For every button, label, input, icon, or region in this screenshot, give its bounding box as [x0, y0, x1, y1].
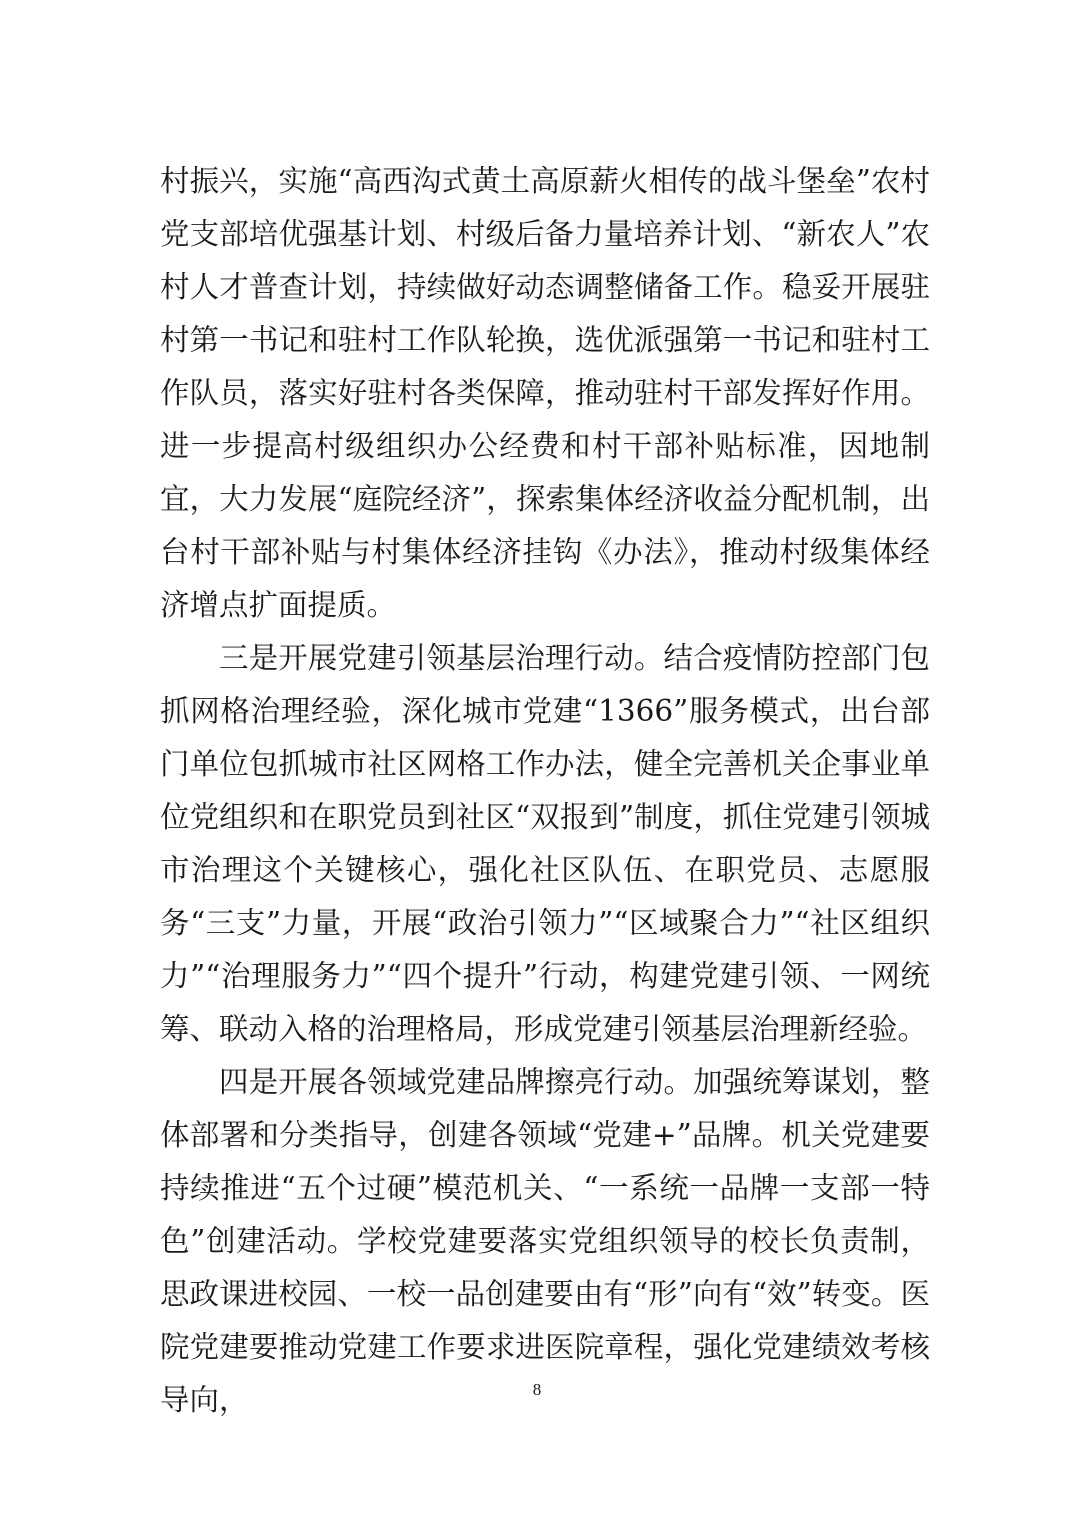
paragraph-party-brand: 四是开展各领域党建品牌擦亮行动。加强统筹谋划，整体部署和分类指导，创建各领域“党建+”品牌。机关党建要持续推进“五个过硬”模范机关、“一系统一品牌一支部一特色”创建活动。学校党建要落实党组织领导的校长负责制，思政课进校园、一校一品创建要由有“形”向有“效”转变。医院党建要推动党建工作要求进医院章程，强化党建绩效考核导向， — [160, 1065, 930, 1417]
paragraph-grassroots-governance: 三是开展党建引领基层治理行动。结合疫情防控部门包抓网格治理经验，深化城市党建“1366”服务模式，出台部门单位包抓城市社区网格工作办法，健全完善机关企事业单位党组织和在职党员到社区“双报到”制度，抓住党建引领城市治理这个关键核心，强化社区队伍、在职党员、志愿服务“三支”力量，开展“政治引领力”“区域聚合力”“社区组织力”“治理服务力”“四个提升”行动，构建党建引领、一网统筹、联动入格的治理格局，形成党建引领基层治理新经验。 — [160, 641, 930, 1046]
body-text — [160, 155, 930, 1427]
paragraph-rural-revitalization: 村振兴，实施“高西沟式黄土高原薪火相传的战斗堡垒”农村党支部培优强基计划、村级后备力量培养计划、“新农人”农村人才普查计划，持续做好动态调整储备工作。稳妥开展驻村第一书记和驻村工作队轮换，选优派强第一书记和驻村工作队员，落实好驻村各类保障，推动驻村干部发挥好作用。进一步提高村级组织办公经费和村干部补贴标准，因地制宜，大力发展“庭院经济”，探索集体经济收益分配机制，出台村干部补贴与村集体经济挂钩《办法》，推动村级集体经济增点扩面提质。 — [160, 164, 930, 622]
page-number: 8 — [532, 1380, 542, 1399]
